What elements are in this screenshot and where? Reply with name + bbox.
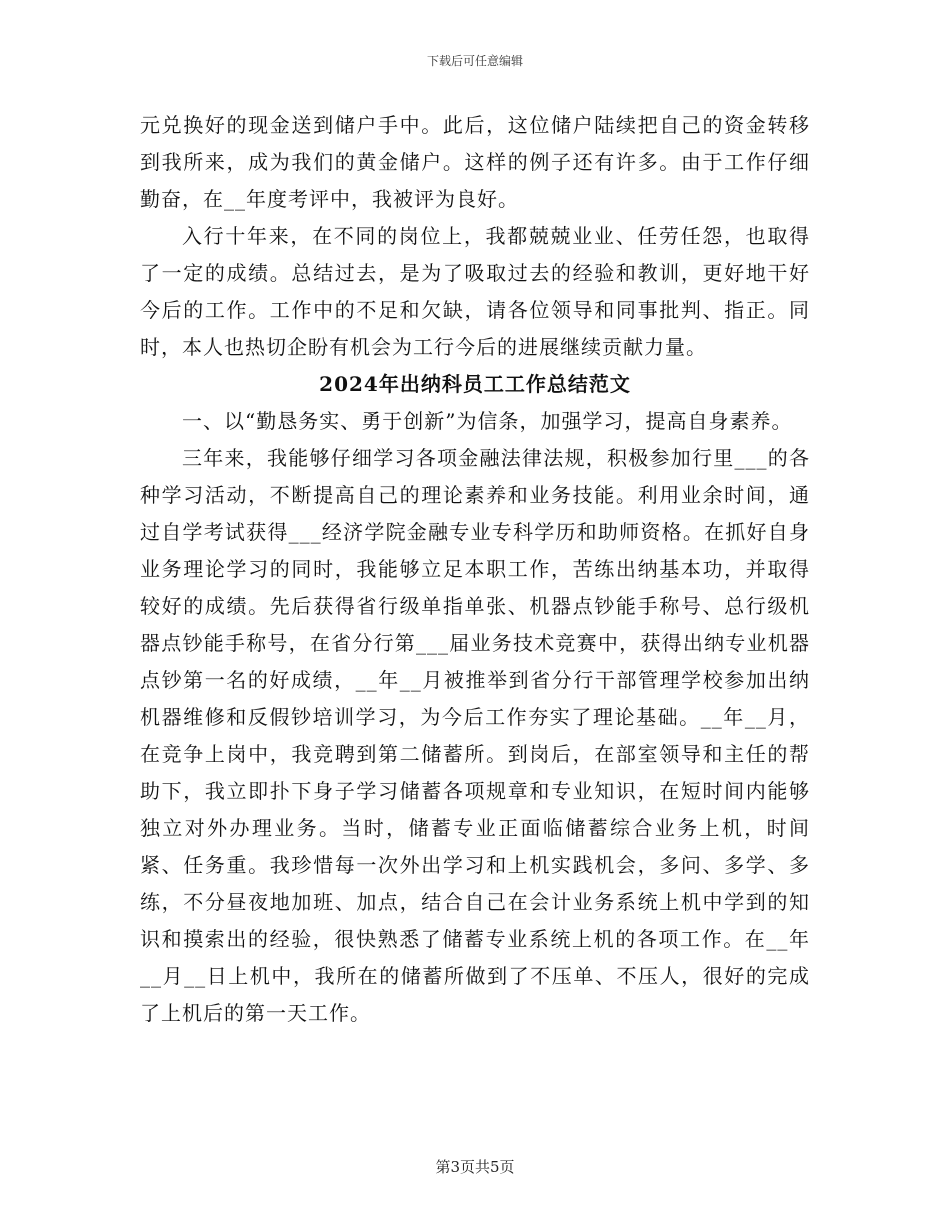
document-body — [140, 107, 810, 1032]
paragraph-three-years: 三年来，我能够仔细学习各项金融法律法规，积极参加行里___的各种学习活动，不断提高自己的理论素养和业务技能。利用业余时间，通过自学考试获得___经济学院金融专业专科学历和助师资格。在抓好自身业务理论学习的同时，我能够立足本职工作，苦练出纳基本功，并取得较好的成绩。先后获得省行级单指单张、机器点钞能手称号、总行级机器点钞能手称号，在省分行第___届业务技术竞赛中，获得出纳专业机器点钞第一名的好成绩，__年__月被推举到省分行干部管理学校参加出纳机器维修和反假钞培训学习，为今后工作夯实了理论基础。__年__月，在竞争上岗中，我竞聘到第二储蓄所。到岗后，在部室领导和主任的帮助下，我立即扑下身子学习储蓄各项规章和专业知识，在短时间内能够独立对外办理业务。当时，储蓄专业正面临储蓄综合业务上机，时间紧、任务重。我珍惜每一次外出学习和上机实践机会，多问、多学、多练，不分昼夜地加班、加点，结合自己在会计业务系统上机中学到的知识和摸索出的经验，很快熟悉了储蓄专业系统上机的各项工作。在__年__月__日上机中，我所在的储蓄所做到了不压单、不压人，很好的完成了上机后的第一天工作。 — [140, 446, 810, 1025]
paragraph-continued: 元兑换好的现金送到储户手中。此后，这位储户陆续把自己的资金转移到我所来，成为我们的黄金储户。这样的例子还有许多。由于工作仔细勤奋，在__年度考评中，我被评为良好。 — [140, 113, 810, 211]
page-header-note: 下载后可任意编辑 — [426, 54, 523, 68]
paragraph-heading-one: 一、以“勤恳务实、勇于创新”为信条，加强学习，提高自身素养。 — [182, 409, 793, 433]
page-footer-number: 第3页共5页 — [435, 1158, 515, 1176]
paragraph-summary: 入行十年来，在不同的岗位上，我都兢兢业业、任劳任怨，也取得了一定的成绩。总结过去，是为了吸取过去的经验和教训，更好地干好今后的工作。工作中的不足和欠缺，请各位领导和同事批判、指正。同时，本人也热切企盼有机会为工行今后的进展继续贡献力量。 — [140, 224, 810, 359]
section-title: 2024年出纳科员工工作总结范文 — [319, 372, 631, 396]
